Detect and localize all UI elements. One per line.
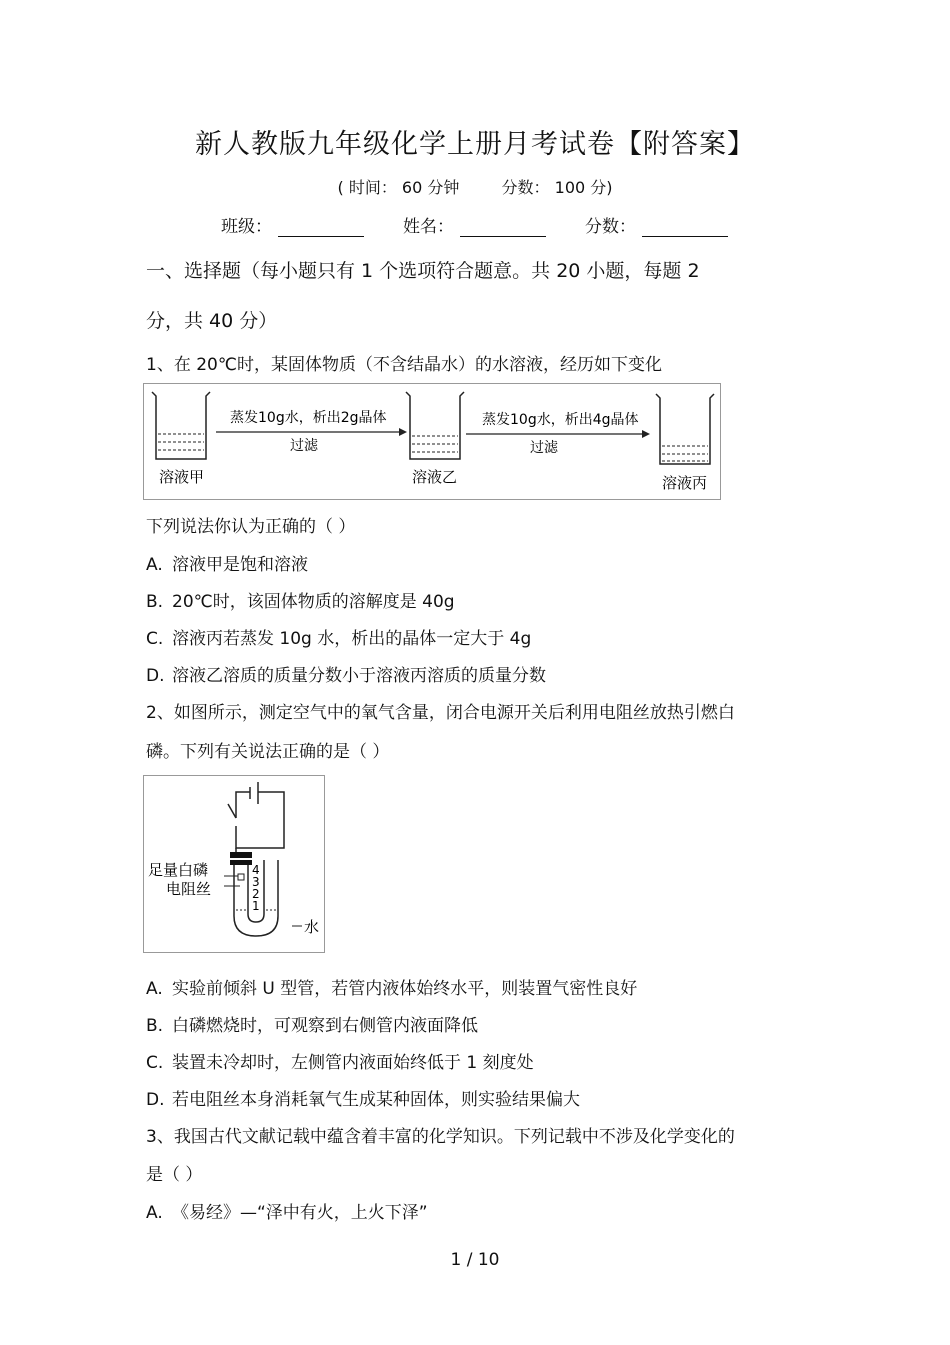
option-letter: C.: [146, 629, 164, 649]
option-letter: B.: [146, 592, 164, 612]
page-number: 1 / 10: [450, 1250, 500, 1270]
page-title: 新人教版九年级化学上册月考试卷【附答案】: [195, 129, 755, 160]
total-score: 分数： 100 分): [501, 178, 613, 197]
option-letter: B.: [146, 1016, 164, 1036]
section-heading-line2: 分，共 40 分）: [146, 310, 278, 332]
arrow-2-top-label: 蒸发10g水，析出4g晶体: [482, 412, 639, 428]
arrow-2-head: [642, 430, 650, 438]
q2-stem-line2: 磷。下列有关说法正确的是（ ）: [146, 742, 390, 762]
option-text: 溶液丙若蒸发 10g 水，析出的晶体一定大于 4g: [172, 629, 532, 649]
time-limit: ( 时间： 60 分钟: [337, 178, 460, 197]
section-heading-line1: 一、选择题（每小题只有 1 个选项符合题意。共 20 小题，每题 2: [146, 260, 700, 282]
q2-figure: [143, 775, 325, 953]
label-wire: 电阻丝: [166, 880, 212, 898]
class-field: [221, 212, 364, 237]
option-letter: C.: [146, 1053, 164, 1073]
option-text: 装置未冷却时，左侧管内液面始终低于 1 刻度处: [172, 1053, 534, 1073]
q1-figure-svg: [144, 384, 720, 499]
name-blank: [460, 218, 546, 237]
option-letter: A.: [146, 979, 163, 999]
q1-option-d: [146, 661, 546, 686]
arrow-1-top-label: 蒸发10g水，析出2g晶体: [230, 410, 387, 426]
option-text: 溶液甲是饱和溶液: [172, 555, 308, 575]
class-label: 班级：: [221, 217, 272, 237]
q3-option-a: [146, 1198, 428, 1223]
option-text: 白磷燃烧时，可观察到右侧管内液面降低: [172, 1016, 478, 1036]
q1-prompt: 下列说法你认为正确的（ ）: [146, 517, 356, 537]
circuit: [228, 782, 284, 854]
scale-2: 2: [252, 887, 260, 901]
score-label: 分数：: [585, 217, 636, 237]
q2-stem-line1: 2、如图所示，测定空气中的氧气含量，闭合电源开关后利用电阻丝放热引燃白: [146, 703, 735, 723]
q2-option-c: [146, 1048, 534, 1073]
q1-option-a: [146, 550, 308, 575]
q2-figure-svg: [144, 776, 324, 952]
label-water: 水: [304, 918, 320, 936]
scale-3: 3: [252, 875, 260, 889]
score-field: [585, 212, 728, 237]
label-solution-a: 溶液甲: [159, 468, 205, 486]
exam-meta: [0, 175, 950, 198]
label-solution-b: 溶液乙: [412, 468, 458, 486]
class-blank: [278, 218, 364, 237]
scale-4: 4: [252, 863, 260, 877]
arrow-1-head: [399, 428, 407, 436]
stopper-top: [230, 852, 252, 858]
option-text: 20℃时，该固体物质的溶解度是 40g: [172, 592, 455, 612]
q3-stem-line1: 3、我国古代文献记载中蕴含着丰富的化学知识。下列记载中不涉及化学变化的: [146, 1127, 735, 1147]
beaker-c: [656, 394, 714, 464]
arrow-2-bottom-label: 过滤: [530, 440, 558, 456]
stopper-bottom: [230, 860, 252, 865]
q2-option-d: [146, 1085, 580, 1110]
option-letter: D.: [146, 1090, 165, 1110]
scale-1: 1: [252, 899, 260, 913]
score-blank: [642, 218, 728, 237]
q1-figure: [143, 383, 721, 500]
arrow-1-bottom-label: 过滤: [290, 438, 318, 454]
q1-stem: 1、在 20℃时，某固体物质（不含结晶水）的水溶液，经历如下变化: [146, 355, 662, 375]
option-text: 《易经》—“泽中有火，上火下泽”: [172, 1203, 428, 1223]
option-text: 若电阻丝本身消耗氧气生成某种固体，则实验结果偏大: [172, 1090, 580, 1110]
label-solution-c: 溶液丙: [662, 474, 708, 492]
q2-option-b: [146, 1011, 478, 1036]
q1-option-b: [146, 587, 455, 612]
beaker-a: [152, 392, 210, 459]
option-letter: D.: [146, 666, 165, 686]
beaker-b: [406, 392, 464, 459]
q2-option-a: [146, 974, 637, 999]
option-letter: A.: [146, 1203, 163, 1223]
q1-option-c: [146, 624, 531, 649]
option-letter: A.: [146, 555, 163, 575]
phosphorus: [238, 874, 244, 880]
label-phosphorus: 足量白磷: [148, 861, 209, 879]
option-text: 实验前倾斜 U 型管，若管内液体始终水平，则装置气密性良好: [172, 979, 638, 999]
q3-stem-line2: 是（ ）: [146, 1165, 203, 1185]
option-text: 溶液乙溶质的质量分数小于溶液丙溶质的质量分数: [172, 666, 546, 686]
name-field: [403, 212, 546, 237]
name-label: 姓名：: [403, 217, 454, 237]
